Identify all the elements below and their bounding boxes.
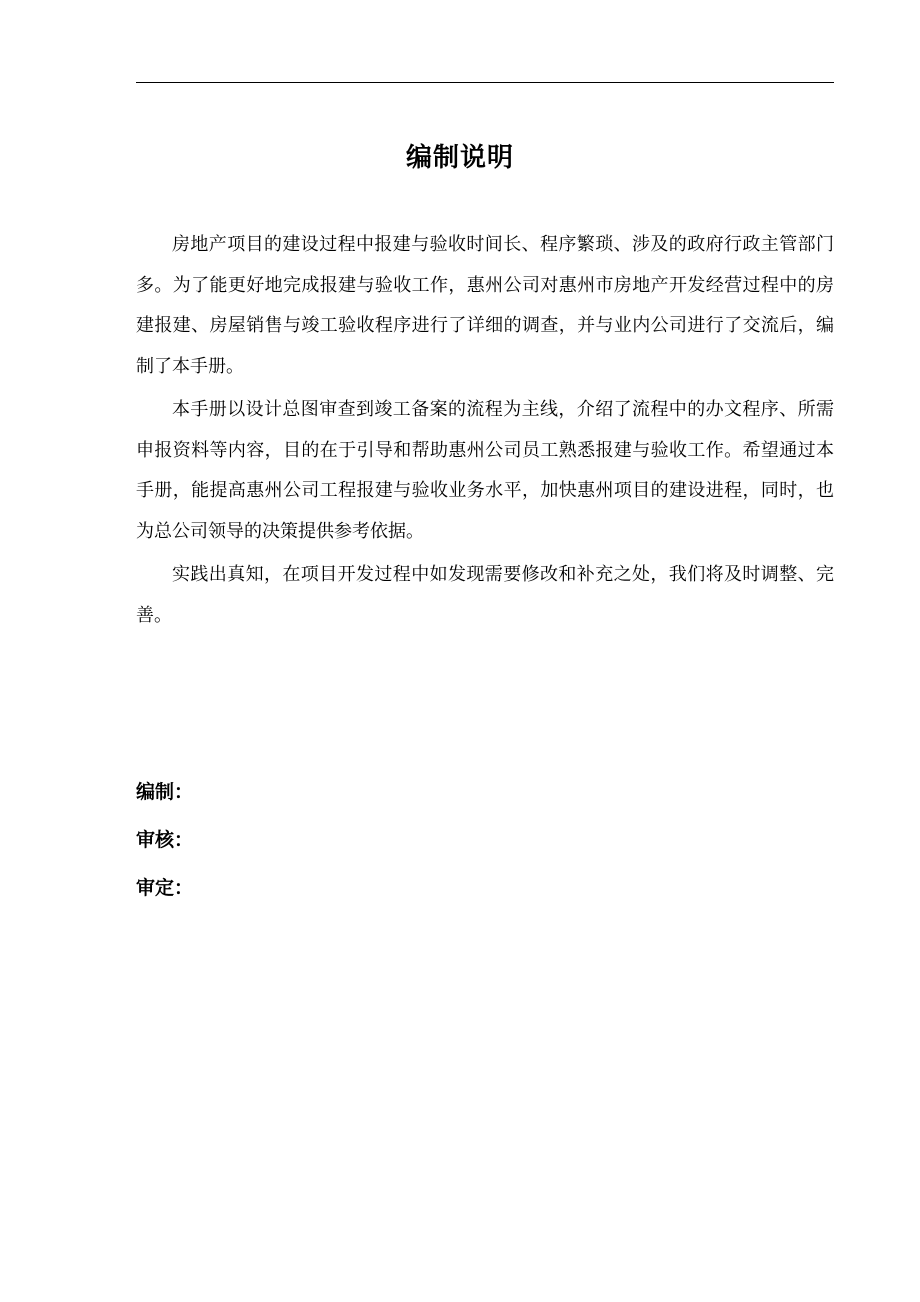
signoff-reviewed: 审核： bbox=[136, 829, 194, 851]
header-rule bbox=[136, 82, 834, 83]
body-text bbox=[136, 225, 834, 639]
signoff-block bbox=[136, 768, 536, 912]
paragraph-intro: 房地产项目的建设过程中报建与验收时间长、程序繁琐、涉及的政府行政主管部门多。为了能更好地完成报建与验收工作，惠州公司对惠州市房地产开发经营过程中的房建报建、房屋销售与竣工验收程序进行了详细的调查，并与业内公司进行了交流后，编制了本手册。 bbox=[136, 234, 834, 377]
paragraph-purpose: 本手册以设计总图审查到竣工备案的流程为主线，介绍了流程中的办文程序、所需申报资料等内容，目的在于引导和帮助惠州公司员工熟悉报建与验收工作。希望通过本手册，能提高惠州公司工程报建与验收业务水平，加快惠州项目的建设进程，同时，也为总公司领导的决策提供参考依据。 bbox=[136, 399, 834, 542]
page-title: 编制说明 bbox=[405, 143, 514, 173]
paragraph-closing: 实践出真知，在项目开发过程中如发现需要修改和补充之处，我们将及时调整、完善。 bbox=[136, 564, 834, 626]
signoff-compiled: 编制： bbox=[136, 781, 194, 803]
signoff-approved: 审定： bbox=[136, 877, 194, 899]
